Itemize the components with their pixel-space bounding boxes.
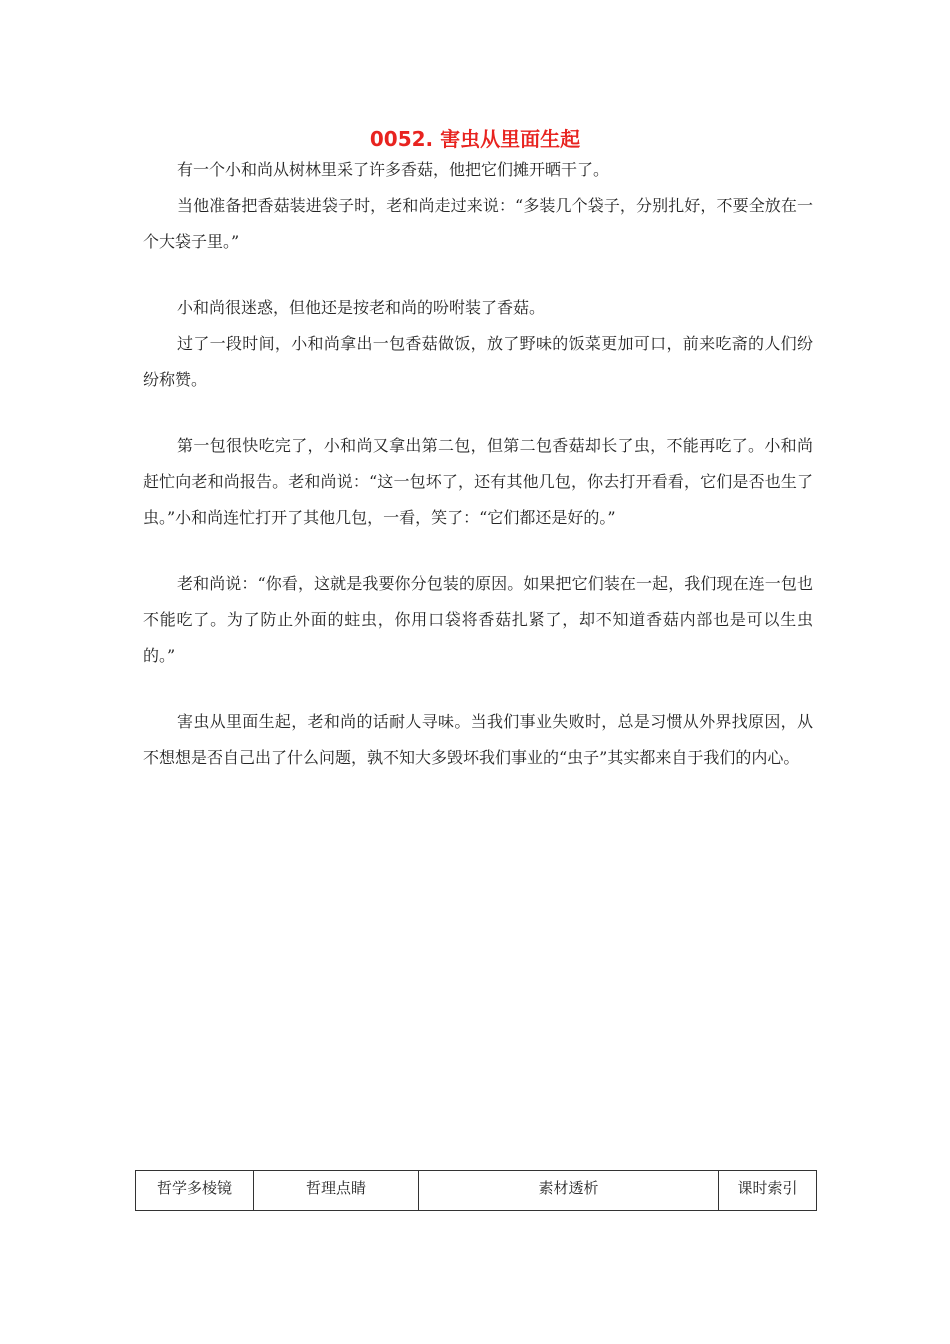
paragraph-3: 小和尚很迷惑，但他还是按老和尚的吩咐装了香菇。 [177, 298, 546, 317]
article-body [143, 152, 813, 776]
table-cell-philosophy-prism: 哲学多棱镜 [136, 1171, 254, 1211]
table-row [136, 1171, 817, 1211]
paragraph-7: 害虫从里面生起，老和尚的话耐人寻味。当我们事业失败时，总是习惯从外界找原因，从不想想是否自己出了什么问题，孰不知大多毁坏我们事业的“虫子”其实都来自于我们的内心。 [143, 712, 813, 767]
paragraph-2: 当他准备把香菇装进袋子时，老和尚走过来说：“多装几个袋子，分别扎好，不要全放在一个大袋子里。” [143, 196, 813, 251]
table-cell-lesson-index: 课时索引 [719, 1171, 817, 1211]
paragraph-1: 有一个小和尚从树林里采了许多香菇，他把它们摊开晒干了。 [177, 160, 610, 179]
page-title: 0052. 害虫从里面生起 [369, 127, 581, 151]
paragraph-5: 第一包很快吃完了，小和尚又拿出第二包，但第二包香菇却长了虫，不能再吃了。小和尚赶忙向老和尚报告。老和尚说：“这一包坏了，还有其他几包，你去打开看看，它们是否也生了虫。”小和尚连忙打开了其他几包，一看，笑了：“它们都还是好的。” [143, 436, 813, 527]
paragraph-4: 过了一段时间，小和尚拿出一包香菇做饭，放了野味的饭菜更加可口，前来吃斋的人们纷纷称赞。 [143, 334, 813, 389]
paragraph-6: 老和尚说：“你看，这就是我要你分包装的原因。如果把它们装在一起，我们现在连一包也不能吃了。为了防止外面的蛀虫，你用口袋将香菇扎紧了，却不知道香菇内部也是可以生虫的。” [143, 574, 813, 665]
table-cell-material-analysis: 素材透析 [419, 1171, 719, 1211]
footer-category-table [135, 1170, 817, 1211]
table-cell-philosophy-highlight: 哲理点睛 [254, 1171, 419, 1211]
